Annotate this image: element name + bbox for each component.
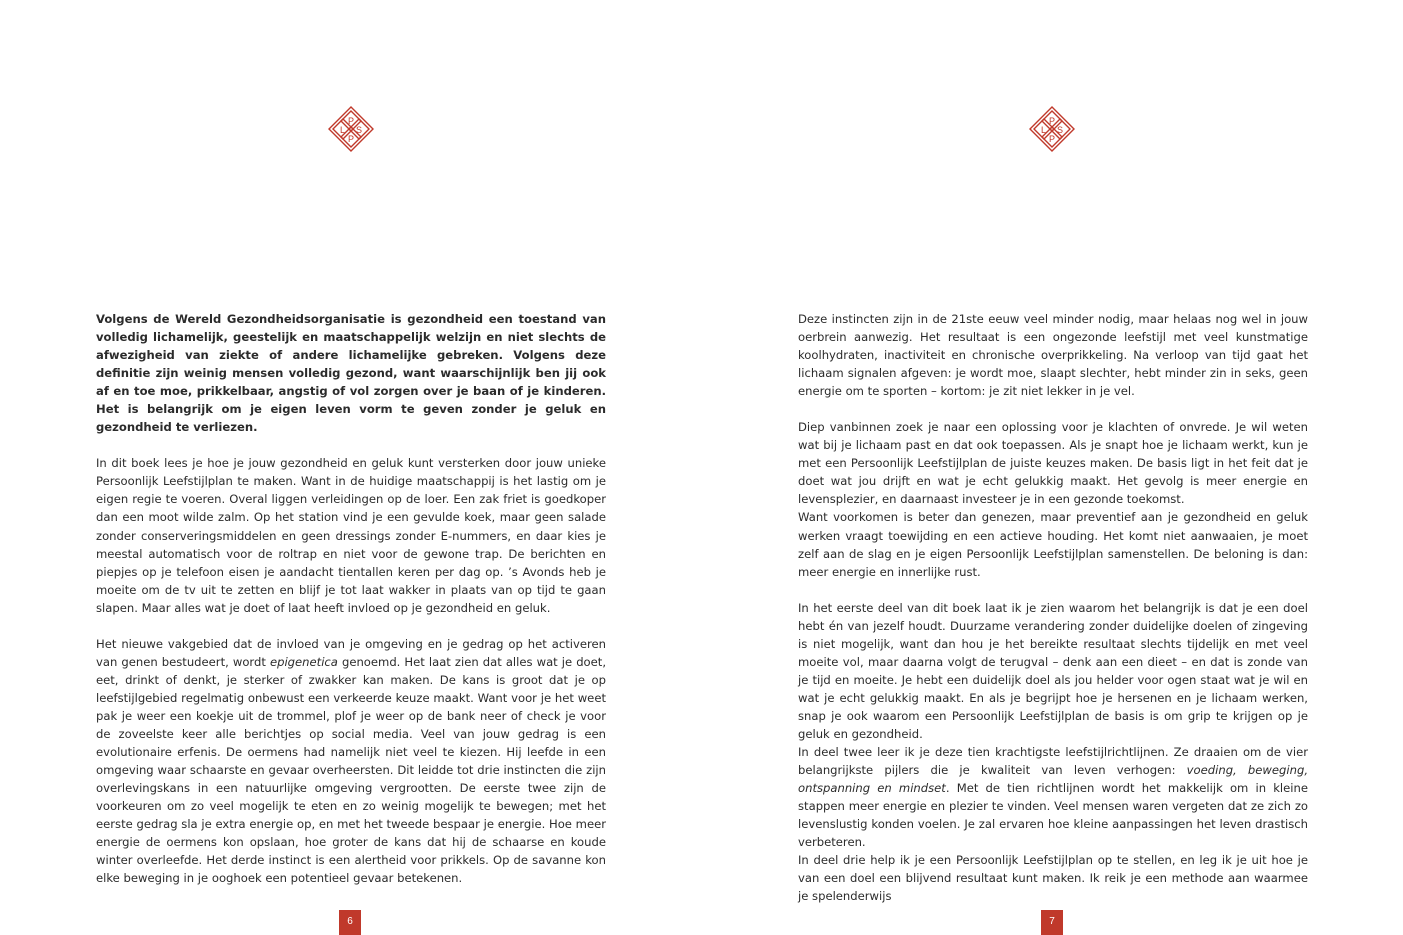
plsp-logo-graphic [1028,105,1076,153]
left-page [0,0,701,935]
right-page-body [798,310,1308,905]
emphasis-pillars: voeding, beweging, ontspanning en mindset [798,763,1309,796]
page-number: 7 [1041,910,1063,935]
logo-letter-left: L [1041,125,1047,135]
left-page-body [96,310,606,905]
logo-letter-bottom: P [1049,134,1056,144]
page-number: 6 [339,910,361,935]
paragraph-text: genoemd. Het laat zien dat alles wat je doet, eet, drinkt of denkt, je sterker of zwakker kan maken. De kans is groot dat je op leefstijlgebied regelmatig onbewust een verkeerde keuze maakt. Want voor je het weet pak je weer een koekje uit de trommel, plof je weer op de bank neer of check je voor de zoveelste keer alle berichtjes op social media. Veel van jouw gedrag is een evolutionaire erfenis. De oermens had namelijk niet veel te kiezen. Hij leefde in een omgeving waar schaarste en gevaar overheersten. Dit leidde tot drie instincten die zijn overlevingskans in een natuurlijke omgeving vergrootten. De eerste twee zijn de voorkeuren om zo veel mogelijk te eten en zo weinig mogelijk te bewegen; met het eerste gedrag sla je extra energie op, en met het tweede bespaar je energie. Hoe meer energie de oermens kon opslaan, hoe groter de kans dat hij de schaarse en koude winter overleefde. Het derde instinct is een alertheid voor prikkels. Op de savanne kon elke beweging in je ooghoek een potentieel gevaar betekenen. [96,654,607,886]
plsp-logo-icon [327,105,375,153]
body-paragraph: Want voorkomen is beter dan genezen, maar preventief aan je gezondheid en geluk werken vraagt toewijding en een actieve houding. Het komt niet aanwaaien, je moet zelf aan de slag en je eigen Persoonlijk Leefstijlplan samenstellen. De beloning is dan: meer energie en innerlijke rust. [798,510,1308,579]
paragraph-text: In deel twee leer ik je deze tien krachtigste leefstijlrichtlijnen. Ze draaien om de vier belangrijkste pijlers die je kwaliteit van leven verhogen: [798,745,1308,778]
logo-letter-top: P [348,116,355,126]
body-paragraph: In deel drie help ik je een Persoonlijk Leefstijlplan op te stellen, en leg ik je uit hoe je van een doel een blijvend resultaat kunt maken. Ik reik je een methode aan waarmee je spelenderwijs [798,853,1308,904]
logo-letter-bottom: P [348,134,355,144]
paragraph-text: . Met de tien richtlijnen wordt het makkelijk om in kleine stappen meer energie en plezier te vinden. Veel mensen waren vergeten dat ze zich zo levenslustig konden voelen. Je zal ervaren hoe kleine aanpassingen het leven drastisch verbeteren. [798,781,1308,850]
body-paragraph: In dit boek lees je hoe je jouw gezondheid en geluk kunt versterken door jouw unieke Persoonlijk Leefstijlplan te maken. Want in de huidige maatschappij is het lastig om je eigen regie te voeren. Overal liggen verleidingen op de loer. Een zak friet is goedkoper dan een moot wilde zalm. Op het station vind je een gevulde koek, maar geen salade zonder conserveringsmiddelen en geen dressings zonder E-nummers, en daar kies je meestal automatisch voor de roltrap en niet voor de gewone trap. De berichten en piepjes op je telefoon eisen je aandacht tientallen keren per dag op. ’s Avonds heb je moeite om de tv uit te zetten en blijf je tot laat wakker in plaats van op tijd te gaan slapen. Maar alles wat je doet of laat heeft invloed op je gezondheid en geluk. [96,456,606,615]
plsp-logo-graphic [327,105,375,153]
logo-letter-right: S [1057,125,1064,135]
body-paragraph: Diep vanbinnen zoek je naar een oplossing voor je klachten of onvrede. Je wil weten wat bij je lichaam past en dat ook toepassen. Als je snapt hoe je lichaam werkt, kun je met een Persoonlijk Leefstijlplan de juiste keuzes maken. De basis ligt in het feit dat je doet wat jou drijft en wat je echt gelukkig maakt. Het gevolg is meer energie en levensplezier, en daarnaast investeer je in een gezonde toekomst. [798,420,1308,507]
lead-paragraph: Volgens de Wereld Gezondheidsorganisatie is gezondheid een toestand van volledig lichamelijk, geestelijk en maatschappelijk welzijn en niet slechts de afwezigheid van ziekte of andere lichamelijke gebreken. Volgens deze definitie zijn weinig mensen volledig gezond, want waarschijnlijk ben jij ook af en toe moe, prikkelbaar, angstig of vol zorgen over je baan of je kinderen. Het is belangrijk om je eigen leven vorm te geven zonder je geluk en gezondheid te verliezen. [96,312,606,435]
body-paragraph-epigenetica [96,635,606,888]
logo-letter-top: P [1049,116,1056,126]
logo-letter-left: L [340,125,346,135]
body-paragraph: Deze instincten zijn in de 21ste eeuw veel minder nodig, maar helaas nog wel in jouw oerbrein aanwezig. Het resultaat is een ongezonde leefstijl met veel kunstmatige koolhydraten, inactiviteit en chronische overprikkeling. Na verloop van tijd gaat het lichaam signalen afgeven: je wordt moe, slaapt slechter, hebt minder zin in seks, geen energie om te sporten – kortom: je zit niet lekker in je vel. [798,312,1308,399]
emphasis-term: epigenetica [269,654,338,669]
body-paragraph-pillars [798,743,1308,851]
plsp-logo-icon [1028,105,1076,153]
right-page [702,0,1403,935]
body-paragraph: In het eerste deel van dit boek laat ik je zien waarom het belangrijk is dat je een doel hebt én van jezelf houdt. Duurzame verandering zonder duidelijke doelen of zingeving is niet mogelijk, want dan hou je het bereikte resultaat slechts tijdelijk en met veel moeite vol, maar daarna volgt de terugval – denk aan een dieet – en dat is zonde van je tijd en moeite. Je hebt een duidelijk doel als jou helder voor ogen staat wat je wil en wat je echt gelukkig maakt. En als je begrijpt hoe je hersenen en je lichaam werken, snap je ook waarom een Persoonlijk Leefstijlplan de basis is om grip te krijgen op je geluk en gezondheid. [798,600,1308,741]
paragraph-text: Het nieuwe vakgebied dat de invloed van je omgeving en je gedrag op het activeren van genen bestudeert, wordt [96,636,606,669]
logo-letter-right: S [356,125,363,135]
